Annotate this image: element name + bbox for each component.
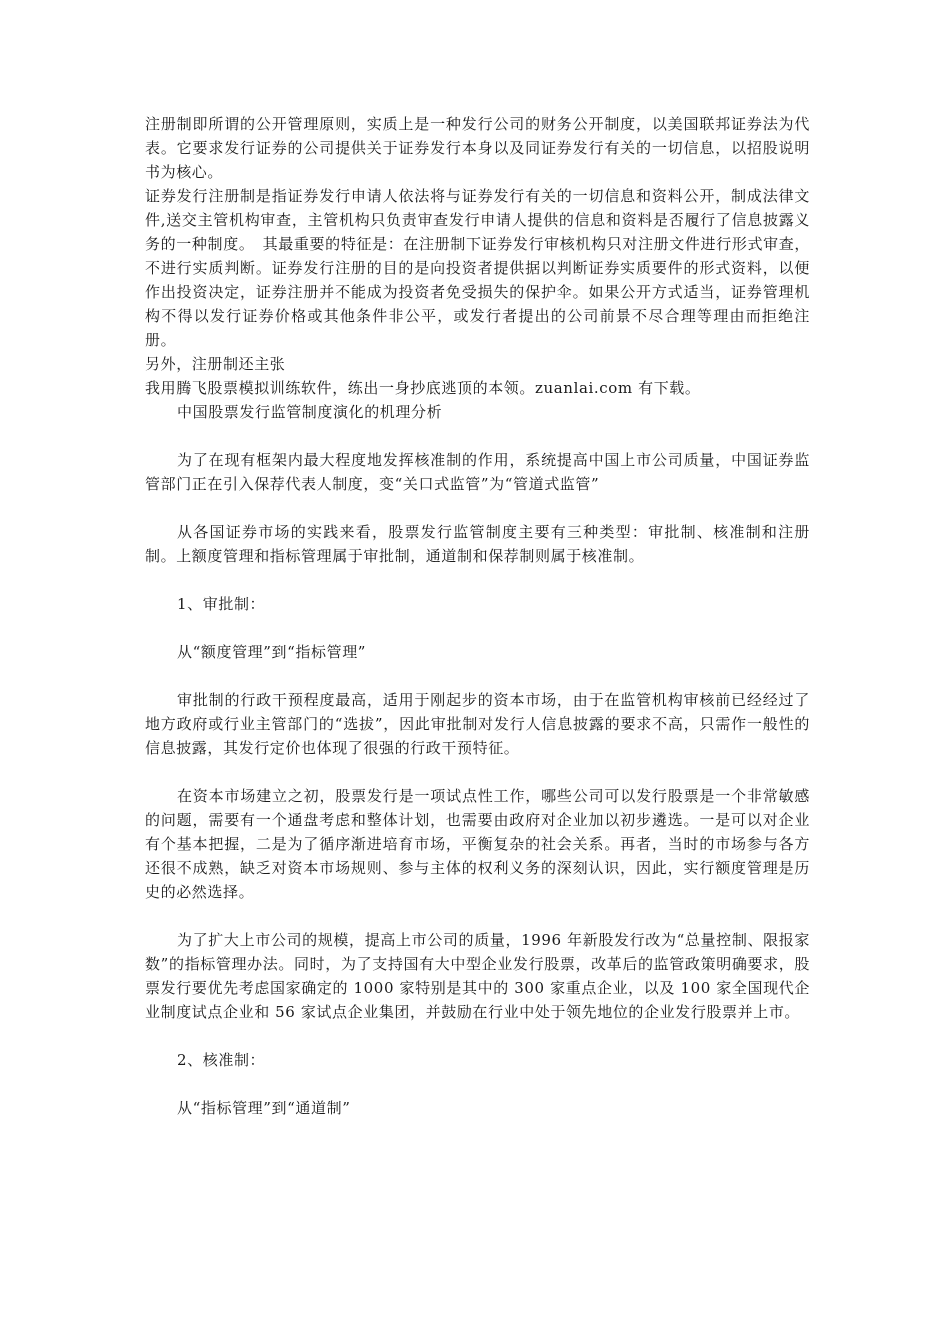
paragraph-software-ad: 我用腾飞股票模拟训练软件，练出一身抄底逃顶的本领。zuanlai.com 有下载。 — [145, 379, 701, 397]
paragraph-early-market: 在资本市场建立之初，股票发行是一项试点性工作，哪些公司可以发行股票是一个非常敏感的问题，需要有一个通盘考虑和整体计划，也需要由政府对企业加以初步遴选。一是可以对企业有个基本把握，二是为了循序渐进培育市场，平衡复杂的社会关系。再者，当时的市场参与各方还很不成熟，缺乏对资本市场规则、参与主体的权利义务的深刻认识，因此，实行额度管理是历史的必然选择。 — [145, 787, 810, 901]
paragraph-approval-intervention: 审批制的行政干预程度最高，适用于刚起步的资本市场，由于在监管机构审核前已经经过了地方政府或行业主管部门的“选拔”，因此审批制对发行人信息披露的要求不高，只需作一般性的信息披露，其发行定价也体现了很强的行政干预特征。 — [145, 691, 810, 757]
heading-approval-system: 1、审批制： — [177, 595, 266, 613]
subheading-indicator-to-channel: 从“指标管理”到“通道制” — [177, 1099, 351, 1117]
paragraph-sponsor-system: 为了在现有框架内最大程度地发挥核准制的作用，系统提高中国上市公司质量，中国证券监管部门正在引入保荐代表人制度，变“关口式监管”为“管道式监管” — [145, 451, 810, 493]
document-body — [145, 112, 810, 1120]
paragraph-registration-details: 证券发行注册制是指证券发行申请人依法将与证券发行有关的一切信息和资料公开，制成法律文件,送交主管机构审查，主管机构只负责审查发行申请人提供的信息和资料是否履行了信息披露义务的一种制度。 其最重要的特征是：在注册制下证券发行审核机构只对注册文件进行形式审查，不进行实质判断。证券发行注册的目的是向投资者提供据以判断证券实质要件的形式资料，以便作出投资决定，证券注册并不能成为投资者免受损失的保护伞。如果公开方式适当，证券管理机构不得以发行证券价格或其他条件非公平，或发行者提出的公司前景不尽合理等理由而拒绝注册。 — [145, 187, 810, 349]
paragraph-additionally: 另外，注册制还主张 — [145, 355, 286, 373]
section-title: 中国股票发行监管制度演化的机理分析 — [177, 403, 443, 421]
paragraph-registration-definition: 注册制即所谓的公开管理原则，实质上是一种发行公司的财务公开制度，以美国联邦证券法为代表。它要求发行证券的公司提供关于证券发行本身以及同证券发行有关的一切信息，以招股说明书为核心。 — [145, 115, 810, 181]
paragraph-indicator-management: 为了扩大上市公司的规模，提高上市公司的质量，1996 年新股发行改为“总量控制、限报家数”的指标管理办法。同时，为了支持国有大中型企业发行股票，改革后的监管政策明确要求，股票发行要优先考虑国家确定的 1000 家特别是其中的 300 家重点企业，以及 100 家全国现代企业制度试点企业和 56 家试点企业集团，并鼓励在行业中处于领先地位的企业发行股票并上市。 — [145, 931, 810, 1021]
heading-verification-system: 2、核准制： — [177, 1051, 266, 1069]
subheading-quota-to-indicator: 从“额度管理”到“指标管理” — [177, 643, 367, 661]
paragraph-three-types: 从各国证券市场的实践来看，股票发行监管制度主要有三种类型：审批制、核准制和注册制。上额度管理和指标管理属于审批制，通道制和保荐制则属于核准制。 — [145, 523, 810, 565]
